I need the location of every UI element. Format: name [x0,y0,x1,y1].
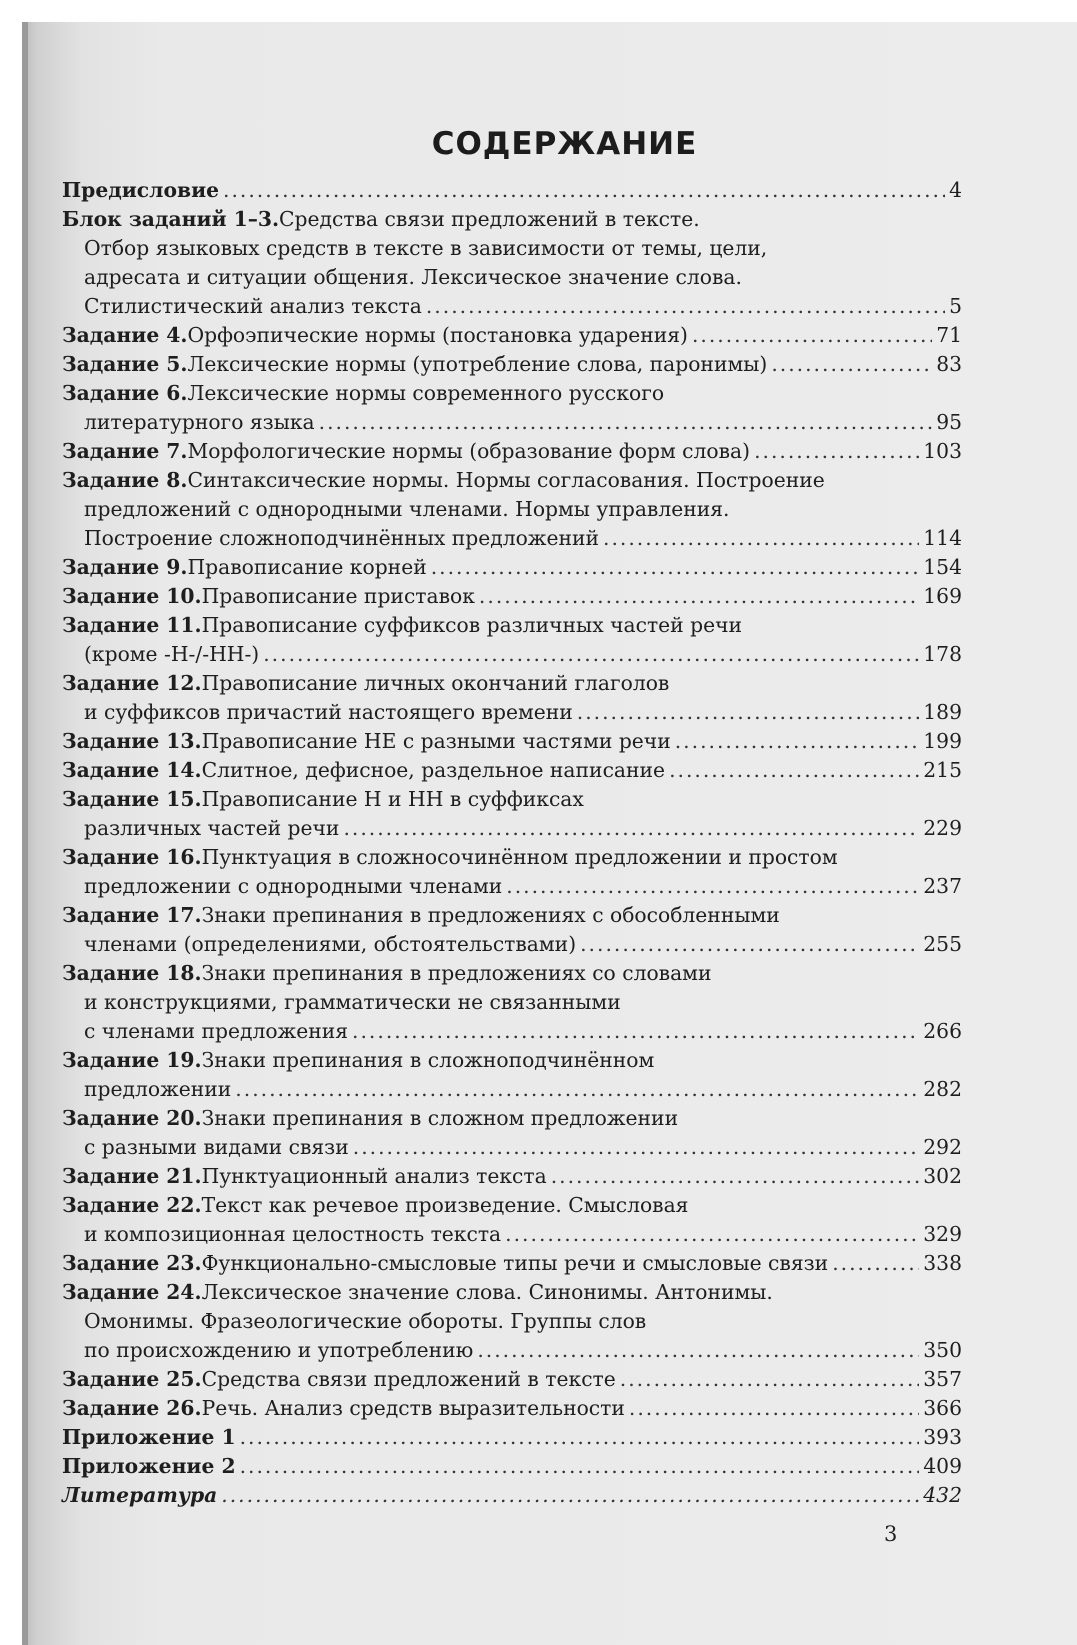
toc-line [62,582,962,611]
toc-page-number: 154 [923,555,962,579]
dot-leader [353,1133,920,1162]
toc-entry-label: Задание 20. [62,1106,202,1130]
toc-page-number: 237 [923,874,962,898]
toc-entry-label: Задание 8. [62,468,188,492]
dot-leader [754,437,919,466]
toc-page-number: 282 [923,1077,962,1101]
toc-entry [62,1162,962,1191]
toc-entry [62,727,962,756]
toc-page-number: 292 [923,1135,962,1159]
toc-entry-text: Слитное, дефисное, раздельное написание [201,758,666,782]
toc-entry-text: Правописание личных окончаний глаголов [201,671,670,695]
toc-page-number: 5 [949,294,962,318]
dot-leader [479,582,919,611]
toc-entry-text: Построение сложноподчинённых предложений [84,526,600,550]
toc-entry [62,1394,962,1423]
toc-line [62,1278,962,1307]
dot-leader [352,1017,919,1046]
dot-leader [620,1365,920,1394]
toc-entry-label: Задание 18. [62,961,202,985]
toc-line [62,756,962,785]
toc-entry [62,350,962,379]
toc-entry [62,466,962,553]
toc-line [62,640,962,669]
toc-entry [62,1481,962,1510]
toc-entry-text: Знаки препинания в предложениях с обособленными [201,903,780,927]
toc-page-number: 393 [923,1425,962,1449]
toc-entry-text: Лексическое значение слова. Синонимы. Антонимы. [201,1280,773,1304]
dot-leader [580,930,919,959]
toc-entry [62,756,962,785]
toc-entry [62,843,962,901]
dot-leader [669,756,919,785]
toc-entry-text: Правописание Н и НН в суффиксах [201,787,584,811]
toc-page-number: 229 [923,816,962,840]
toc-entry-text: Орфоэпические нормы (постановка ударения) [187,323,688,347]
toc-entry-text: предложений с однородными членами. Нормы управления. [84,497,730,521]
toc-entry [62,582,962,611]
toc-entry-label: Задание 26. [62,1396,202,1420]
toc-entry-text: Средства связи предложений в тексте. [279,207,700,231]
toc-line [62,524,962,553]
toc-entry-text: (кроме -Н-/-НН-) [84,642,260,666]
toc-entry-text: Функционально-смысловые типы речи и смысловые связи [201,1251,829,1275]
toc-line [62,292,962,321]
toc-entry-text: с разными видами связи [84,1135,349,1159]
toc-line [62,1046,962,1075]
toc-line [62,495,962,524]
toc-entry [62,321,962,350]
toc-line [62,698,962,727]
dot-leader [223,176,945,205]
toc-line [62,321,962,350]
page-number: 3 [884,1522,898,1546]
toc-page-number: 189 [923,700,962,724]
toc-line [62,1133,962,1162]
toc-line [62,1307,962,1336]
toc-page-number: 329 [923,1222,962,1246]
toc-line [62,350,962,379]
toc-entry [62,553,962,582]
toc-entry [62,1452,962,1481]
toc-line [62,1365,962,1394]
toc-line [62,205,962,234]
dot-leader [240,1423,920,1452]
toc-line [62,1481,962,1510]
toc-entry-text: адресата и ситуации общения. Лексическое значение слова. [84,265,742,289]
toc-entry-text: Пунктуационный анализ текста [201,1164,547,1188]
toc-entry-label: Приложение 2 [62,1454,236,1478]
toc-entry [62,611,962,669]
dot-leader [343,814,919,843]
toc-entry-text: Средства связи предложений в тексте [201,1367,616,1391]
book-page [22,22,1077,1645]
toc-page-number: 338 [923,1251,962,1275]
toc-line [62,408,962,437]
toc-entry-label: Задание 23. [62,1251,202,1275]
toc-entry-label: Задание 14. [62,758,202,782]
toc-entry-text: Текст как речевое произведение. Смысловая [201,1193,689,1217]
toc-line [62,611,962,640]
toc-line [62,843,962,872]
toc-line [62,1452,962,1481]
toc-entry [62,1423,962,1452]
toc-entry-label: Задание 9. [62,555,188,579]
toc-page-number: 409 [923,1454,962,1478]
toc-entry-label: Блок заданий 1–3. [62,207,280,231]
toc-entry-text: по происхождению и употреблению [84,1338,474,1362]
toc-entry-text: Знаки препинания в сложноподчинённом [201,1048,655,1072]
toc-line [62,988,962,1017]
toc-entry-text: Речь. Анализ средств выразительности [201,1396,625,1420]
toc-entry [62,669,962,727]
toc-entry-label: Задание 25. [62,1367,202,1391]
toc-entry-text: членами (определениями, обстоятельствами) [84,932,577,956]
toc-entry-text: Отбор языковых средств в тексте в зависимости от темы, цели, [84,236,768,260]
toc-line [62,959,962,988]
toc-line [62,263,962,292]
toc-line [62,437,962,466]
toc-page-number: 83 [936,352,962,376]
toc-entry-text: предложении с однородными членами [84,874,503,898]
toc-entry-text: и конструкциями, грамматически не связанными [84,990,621,1014]
toc-entry [62,1104,962,1162]
toc-line [62,234,962,263]
toc-entry [62,1365,962,1394]
dot-leader [692,321,932,350]
toc-entry-text: предложении [84,1077,232,1101]
toc-line [62,1104,962,1133]
toc-line [62,901,962,930]
toc-line [62,1249,962,1278]
toc-line [62,1394,962,1423]
dot-leader [240,1452,920,1481]
dot-leader [506,872,919,901]
toc-page-number: 350 [923,1338,962,1362]
dot-leader [675,727,920,756]
toc-entry-label: Задание 21. [62,1164,202,1188]
toc-entry-label: Задание 15. [62,787,202,811]
toc-entry-label: Литература [62,1483,218,1507]
dot-leader [431,553,920,582]
toc-line [62,930,962,959]
toc-entry-label: Приложение 1 [62,1425,236,1449]
dot-leader [603,524,919,553]
toc-page-number: 266 [923,1019,962,1043]
table-of-contents [62,176,962,1510]
toc-entry [62,1278,962,1365]
toc-entry-label: Задание 5. [62,352,188,376]
toc-page-number: 95 [936,410,962,434]
dot-leader [832,1249,919,1278]
dot-leader [505,1220,919,1249]
toc-entry-text: Пунктуация в сложносочинённом предложении и простом [201,845,838,869]
dot-leader [629,1394,919,1423]
toc-page-number: 71 [936,323,962,347]
toc-entry-text: с членами предложения [84,1019,349,1043]
toc-page-number: 103 [923,439,962,463]
toc-entry [62,901,962,959]
toc-page-number: 169 [923,584,962,608]
toc-line [62,785,962,814]
toc-entry-text: и композиционная целостность текста [84,1222,502,1246]
toc-entry-text: Знаки препинания в сложном предложении [201,1106,679,1130]
toc-entry [62,379,962,437]
toc-line [62,176,962,205]
toc-page-number: 255 [923,932,962,956]
toc-line [62,466,962,495]
toc-entry-label: Задание 17. [62,903,202,927]
toc-entry-label: Задание 12. [62,671,202,695]
toc-line [62,379,962,408]
toc-line [62,1423,962,1452]
dot-leader [235,1075,919,1104]
toc-entry-text: Лексические нормы (употребление слова, паронимы) [187,352,768,376]
toc-entry-label: Задание 24. [62,1280,202,1304]
toc-entry [62,1191,962,1249]
toc-entry-text: литературного языка [84,410,315,434]
toc-entry-text: Синтаксические нормы. Нормы согласования. Построение [187,468,825,492]
toc-entry-text: Правописание НЕ с разными частями речи [201,729,671,753]
toc-line [62,1017,962,1046]
toc-page-number: 4 [949,178,962,202]
toc-page-number: 302 [923,1164,962,1188]
toc-line [62,727,962,756]
toc-entry-label: Задание 7. [62,439,188,463]
toc-entry-label: Задание 11. [62,613,202,637]
toc-page-number: 114 [923,526,962,550]
toc-entry-label: Предисловие [62,178,220,202]
toc-entry [62,959,962,1046]
toc-entry [62,1249,962,1278]
toc-page-number: 366 [923,1396,962,1420]
toc-entry-text: Правописание корней [187,555,427,579]
toc-entry [62,437,962,466]
toc-line [62,1075,962,1104]
toc-entry-label: Задание 22. [62,1193,202,1217]
dot-leader [319,408,933,437]
toc-line [62,1336,962,1365]
toc-page-number: 199 [923,729,962,753]
toc-entry-text: Лексические нормы современного русского [187,381,665,405]
toc-entry-label: Задание 4. [62,323,188,347]
dot-leader [426,292,945,321]
toc-entry-label: Задание 6. [62,381,188,405]
toc-entry-text: и суффиксов причастий настоящего времени [84,700,573,724]
toc-entry-text: различных частей речи [84,816,340,840]
toc-page-number: 432 [923,1483,962,1507]
toc-line [62,1220,962,1249]
toc-entry-label: Задание 13. [62,729,202,753]
toc-entry-text: Стилистический анализ текста [84,294,422,318]
toc-entry [62,176,962,205]
toc-entry-text: Правописание суффиксов различных частей речи [201,613,743,637]
toc-page-number: 215 [923,758,962,782]
toc-entry-text: Правописание приставок [201,584,475,608]
toc-entry [62,205,962,321]
toc-entry [62,785,962,843]
dot-leader [551,1162,920,1191]
toc-entry [62,1046,962,1104]
dot-leader [771,350,932,379]
toc-line [62,1162,962,1191]
page-title: СОДЕРЖАНИЕ [431,126,698,162]
toc-entry-label: Задание 16. [62,845,202,869]
toc-line [62,669,962,698]
toc-line [62,553,962,582]
toc-line [62,1191,962,1220]
toc-entry-text: Морфологические нормы (образование форм слова) [187,439,751,463]
dot-leader [263,640,919,669]
toc-line [62,814,962,843]
dot-leader [577,698,920,727]
dot-leader [477,1336,919,1365]
toc-page-number: 178 [923,642,962,666]
toc-line [62,872,962,901]
toc-entry-text: Знаки препинания в предложениях со словами [201,961,712,985]
toc-entry-label: Задание 19. [62,1048,202,1072]
toc-entry-label: Задание 10. [62,584,202,608]
dot-leader [221,1481,919,1510]
toc-page-number: 357 [923,1367,962,1391]
toc-entry-text: Омонимы. Фразеологические обороты. Группы слов [84,1309,647,1333]
